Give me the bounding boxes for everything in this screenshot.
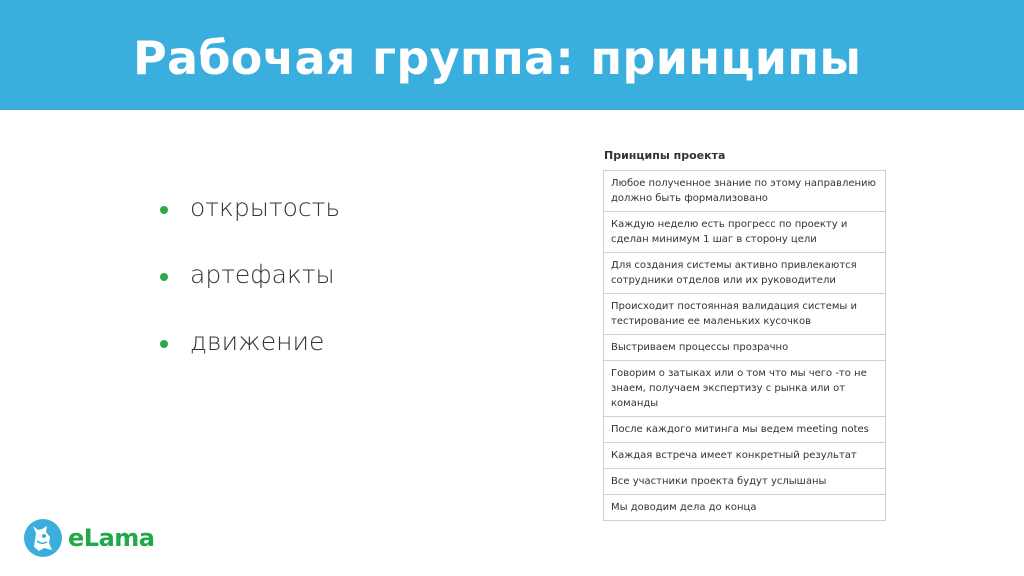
bullet-text: артефакты bbox=[190, 260, 335, 289]
bullet-dot-icon bbox=[160, 340, 168, 348]
table-row bbox=[604, 253, 886, 294]
elama-logo bbox=[22, 516, 154, 560]
principles-table bbox=[603, 170, 886, 521]
table-cell: Каждую неделю есть прогресс по проекту и сделан минимум 1 шаг в сторону цели bbox=[604, 212, 886, 253]
table-row bbox=[604, 171, 886, 212]
table-row bbox=[604, 361, 886, 417]
bullet-item bbox=[160, 261, 340, 328]
table-cell: Происходит постоянная валидация системы и тестирование ее маленьких кусочков bbox=[604, 294, 886, 335]
bullet-dot-icon bbox=[160, 273, 168, 281]
llama-logo-icon bbox=[22, 517, 64, 559]
table-row bbox=[604, 417, 886, 443]
title-banner bbox=[0, 0, 1024, 110]
bullet-item bbox=[160, 194, 340, 261]
bullet-item bbox=[160, 328, 340, 395]
table-row bbox=[604, 443, 886, 469]
table-cell: После каждого митинга мы ведем meeting notes bbox=[604, 417, 886, 443]
table-row bbox=[604, 469, 886, 495]
slide-title: Рабочая группа: принципы bbox=[133, 31, 862, 85]
table-row bbox=[604, 495, 886, 521]
table-row bbox=[604, 294, 886, 335]
bullet-text: движение bbox=[190, 327, 325, 356]
table-cell: Для создания системы активно привлекаются сотрудники отделов или их руководители bbox=[604, 253, 886, 294]
table-cell: Мы доводим дела до конца bbox=[604, 495, 886, 521]
principles-heading: Принципы проекта bbox=[604, 149, 726, 162]
table-cell: Любое полученное знание по этому направлению должно быть формализовано bbox=[604, 171, 886, 212]
table-cell: Выстриваем процессы прозрачно bbox=[604, 335, 886, 361]
table-cell: Каждая встреча имеет конкретный результат bbox=[604, 443, 886, 469]
table-cell: Все участники проекта будут услышаны bbox=[604, 469, 886, 495]
bullet-text: открытость bbox=[190, 193, 341, 222]
table-row bbox=[604, 212, 886, 253]
table-cell: Говорим о затыках или о том что мы чего -то не знаем, получаем экспертизу с рынка или от команды bbox=[604, 361, 886, 417]
logo-text: eLama bbox=[68, 524, 155, 552]
table-row bbox=[604, 335, 886, 361]
bullet-dot-icon bbox=[160, 206, 168, 214]
bullet-list bbox=[160, 194, 340, 395]
